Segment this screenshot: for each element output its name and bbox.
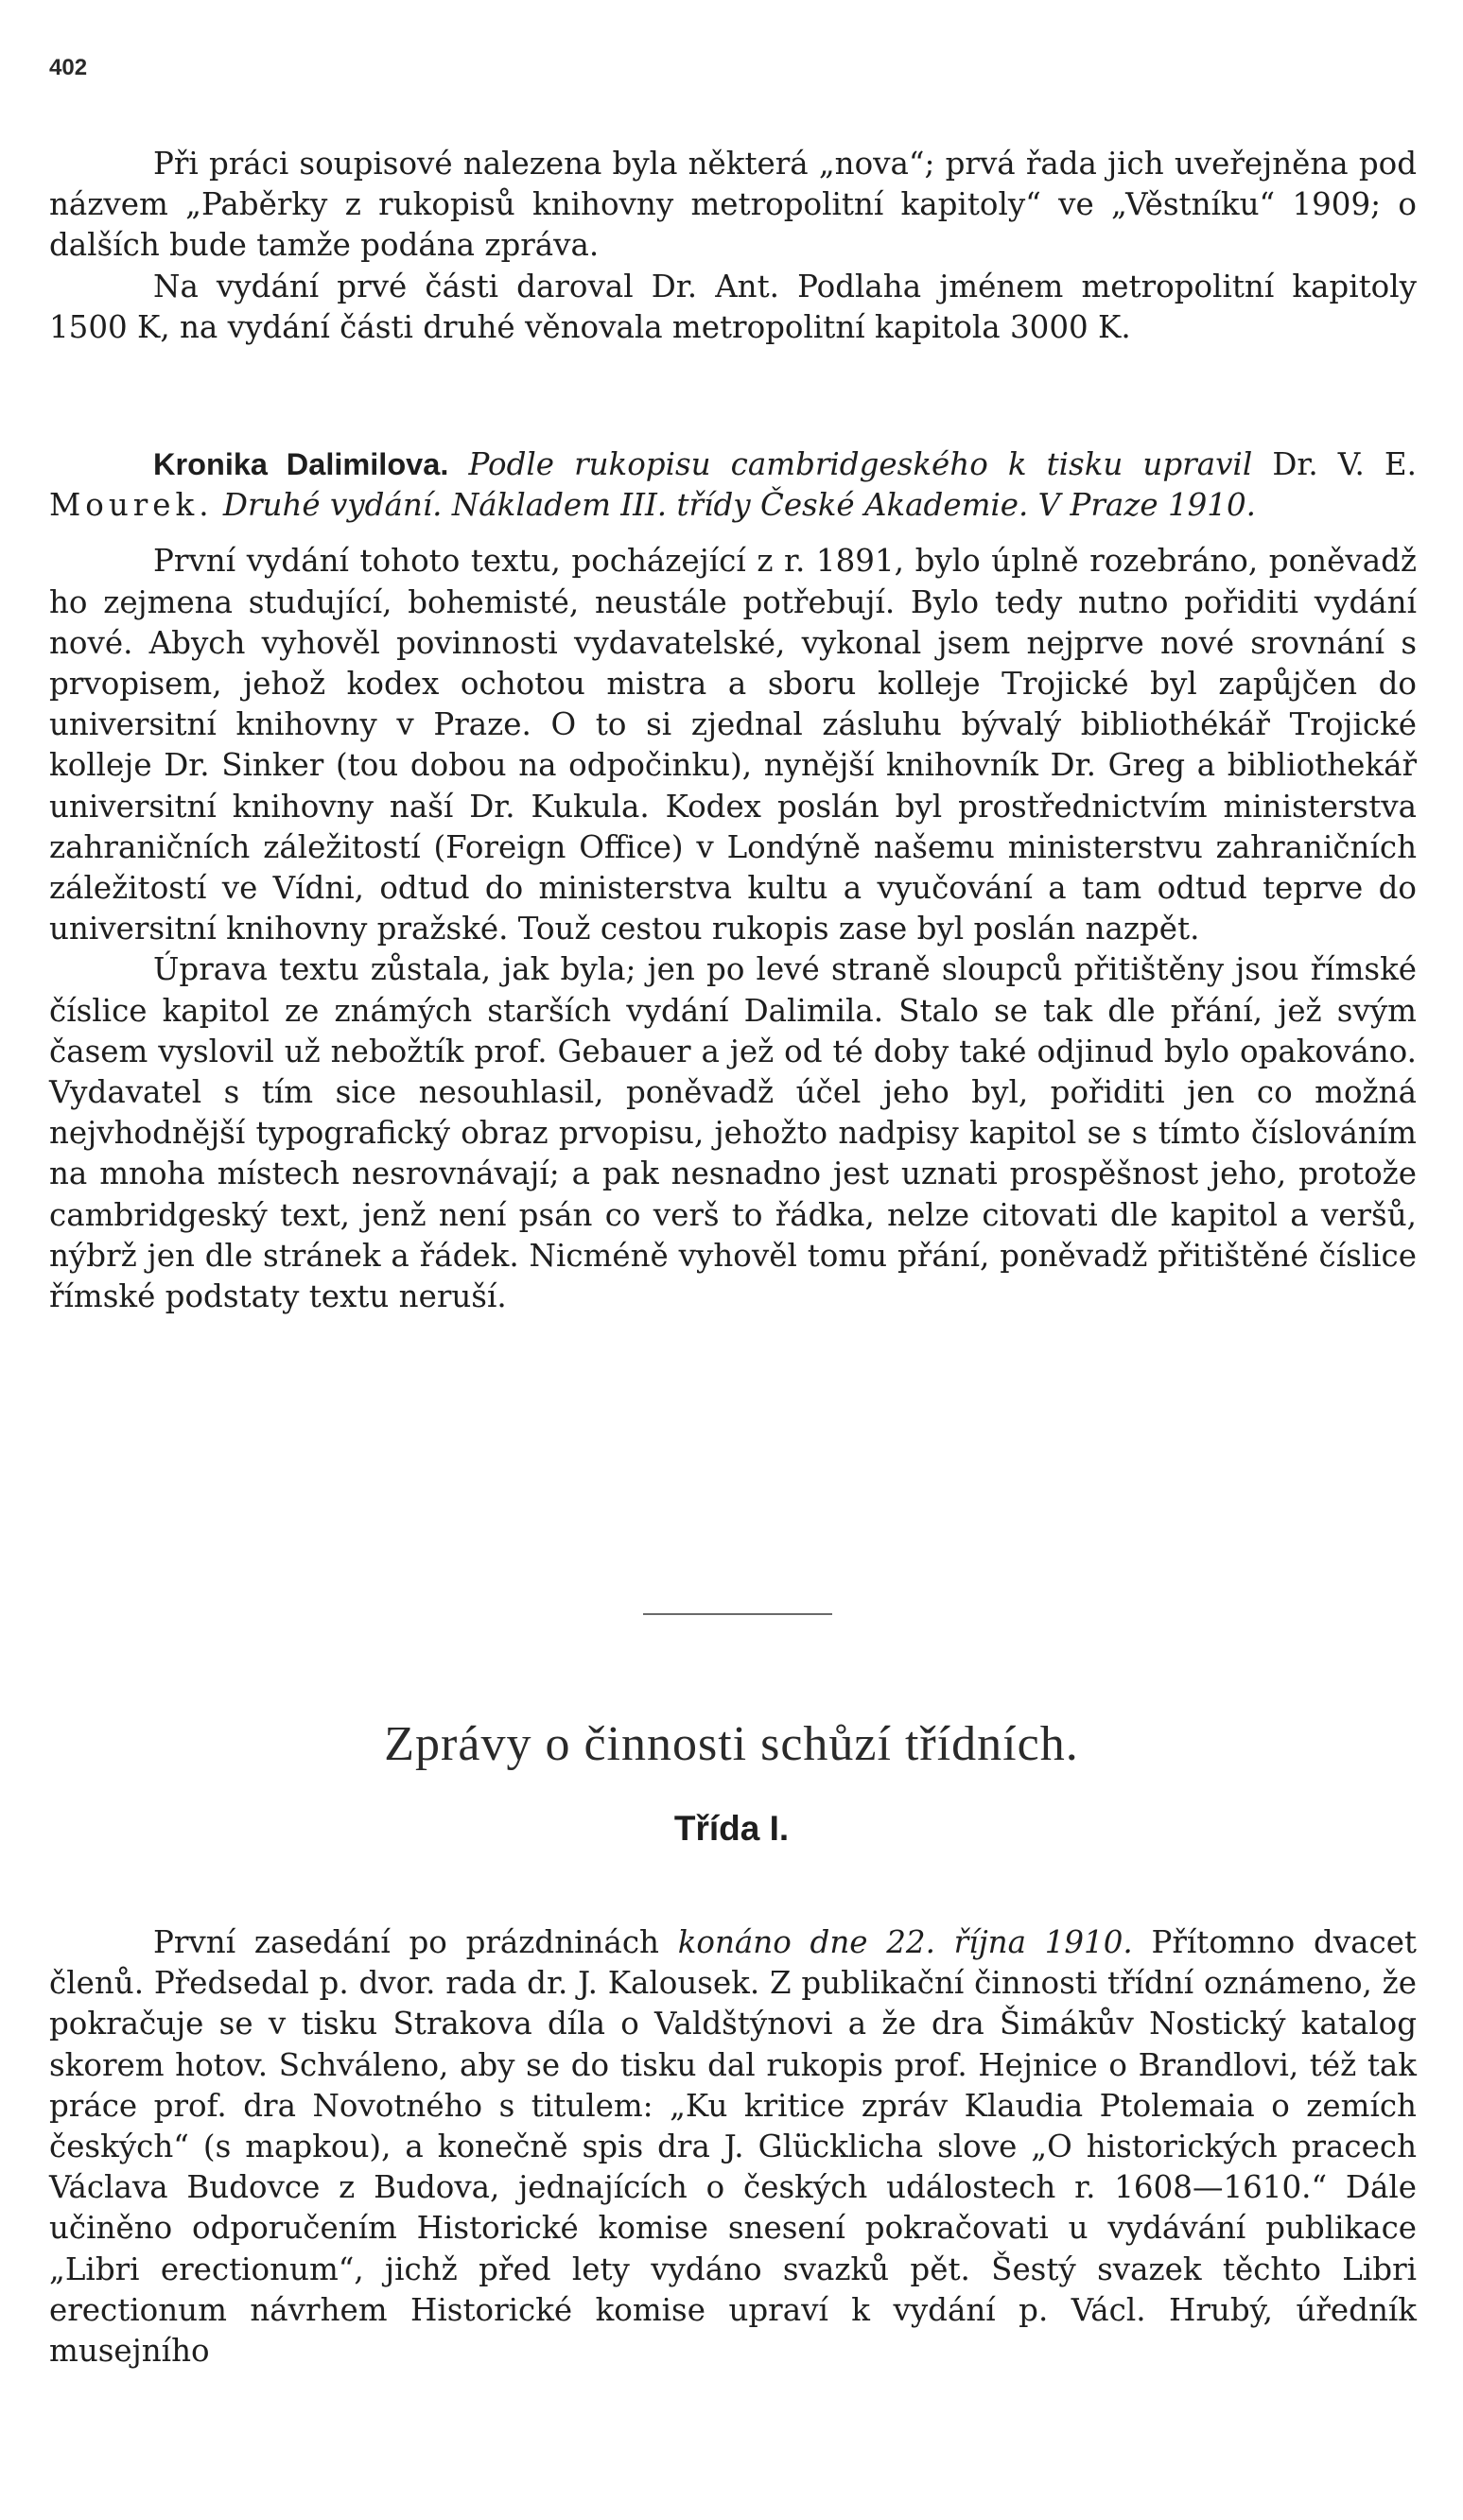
kronika-paragraph-2: Úprava textu zůstala, jak byla; jen po levé straně sloupců přitištěny jsou římské číslice kapitol ze známých starších vydání Dalimila. Stalo se tak dle přání, jež svým časem vyslovil už nebožtík prof. Gebauer a jež od té doby také odjinud bylo opakováno. Vydavatel s tím sice nesouhlasil, poněvadž účel jeho byl, pořiditi jen co možná nejvhodnější typografický obraz prvopisu, jehožto nadpisy kapitol se s tímto číslováním na mnoha místech nesrovnávají; a pak nesnadno jest uznati prospěšnost jeho, protože cambridgeský text, jenž není psán co verš to řádka, nelze citovati dle kapitol a veršů, nýbrž jen dle stránek a řádek. Nicméně vyhověl tomu přání, poněvadž přitištěné číslice římské podstaty textu neruší. <box>49 951 1417 1315</box>
kronika-heading <box>49 444 1417 526</box>
class-title: Třída I. <box>673 1809 790 1848</box>
kronika-paragraph-1: První vydání tohoto textu, pocházející z r. 1891, bylo úplně rozebráno, poněvadž ho zejmena studující, bohemisté, neustále potřebují. Bylo tedy nutno pořiditi vydání nové. Abych vyhověl povinnosti vydavatelské, vykonal jsem nejprve nové srovnání s prvopisem, jehož kodex ochotou mistra a sboru kolleje Trojické byl zapůjčen do universitní knihovny v Praze. O to si zjednal zásluhu bývalý bibliothékář Trojické kolleje Dr. Sinker (tou dobou na odpočinku), nynější knihovník Dr. Greg a bibliothekář universitní knihovny naší Dr. Kukula. Kodex poslán byl prostřednictvím ministerstva zahraničních záležitostí (Foreign Office) v Londýně našemu ministerstvu zahraničních záležitostí ve Vídni, odtud do ministerstva kultu a vyučování a tam odtud teprve do universitní knihovny pražské. Touž cestou rukopis zase byl poslán nazpět. <box>49 543 1417 947</box>
intro-section <box>49 144 1417 348</box>
kronika-editor-prefix: Dr. V. E. <box>1272 446 1417 482</box>
kronika-title: Kronika Dalimilova. <box>153 447 449 481</box>
report-intro: První zasedání po prázdninách <box>153 1924 659 1960</box>
kronika-edition: Druhé vydání. Nákladem III. třídy České Akademie. V Praze 1910. <box>222 487 1256 524</box>
kronika-section <box>49 444 1417 1317</box>
kronika-subtitle: Podle rukopisu cambridgeského k tisku upravil <box>468 446 1253 482</box>
report-date: konáno dne 22. října 1910. <box>677 1924 1133 1960</box>
intro-paragraph-2: Na vydání prvé části daroval Dr. Ant. Podlaha jménem metropolitní kapitoly 1500 K, na vydání části druhé věnovala metropolitní kapitola 3000 K. <box>49 268 1417 345</box>
intro-paragraph-1: Při práci soupisové nalezena byla některá „nova“; prvá řada jich uveřejněna pod názvem „Paběrky z rukopisů knihovny metropolitní kapitoly“ ve „Věstníku“ 1909; o dalších bude tamže podána zpráva. <box>49 146 1417 264</box>
report-body: Přítomno dvacet členů. Předsedal p. dvor. rada dr. J. Kalousek. Z publikační činnosti třídní oznámeno, že pokračuje se v tisku Strakova díla o Valdštýnovi a že dra Šimákův Nostický katalog skorem hotov. Schváleno, aby se do tisku dal rukopis prof. Hejnice o Brandlovi, též tak práce prof. dra Novotného s titulem: „Ku kritice zpráv Klaudia Ptolemaia o zemích českých“ (s mapkou), a konečně spis dra J. Glücklicha slove „O historických pracech Václava Budovce z Budova, jednajících o českých událostech r. 1608—1610.“ Dále učiněno odporučením Historické komise snesení pokračovati u vydávání publikace „Libri erectionum“, jichž před lety vydáno svazků pět. Šestý svazek těchto Libri erectionum návrhem Historické komise upraví k vydání p. Václ. Hrubý, úředník musejního <box>49 1924 1417 2370</box>
page-number: 402 <box>49 55 88 80</box>
kronika-editor-surname: Mourek. <box>49 487 214 524</box>
class-report-paragraph <box>49 1922 1417 2372</box>
class-report-section <box>49 1922 1417 2372</box>
section-separator <box>643 1613 832 1615</box>
section-title: Zprávy o činnosti schůzí třídních. <box>384 1717 1079 1771</box>
